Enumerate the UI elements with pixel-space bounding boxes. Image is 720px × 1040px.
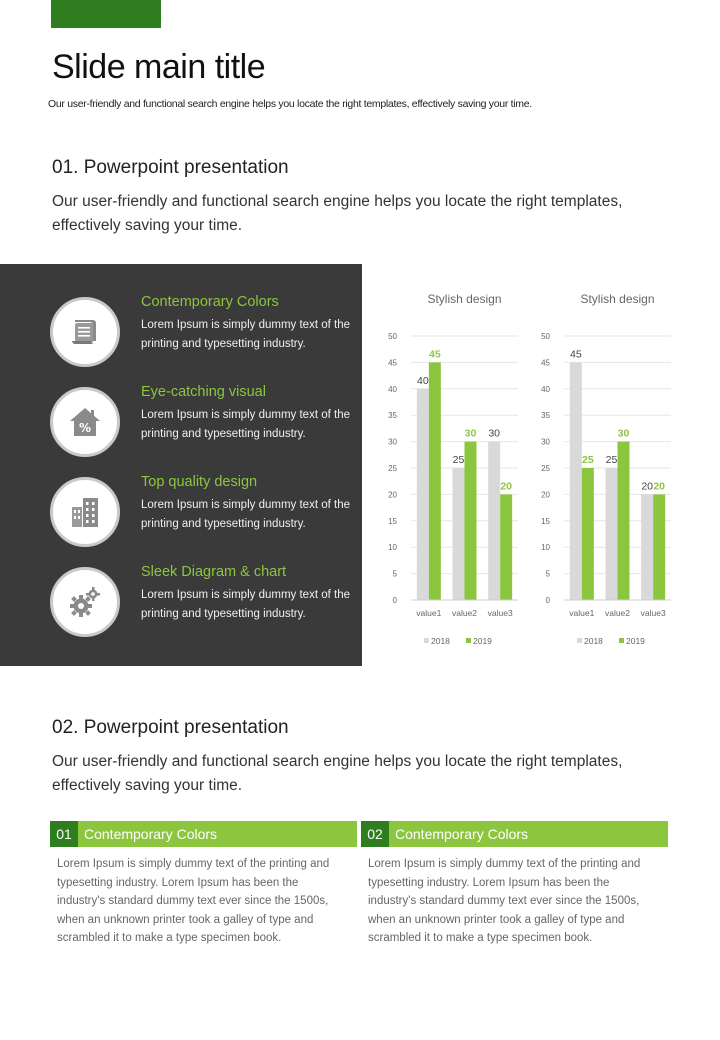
data-label: 20	[641, 480, 654, 493]
y-tick-label: 45	[541, 358, 550, 368]
section2-body: Our user-friendly and functional search engine helps you locate the right templates, effectively saving your time.	[52, 753, 623, 794]
x-tick-label: value2	[451, 608, 478, 618]
x-tick-label: value1	[569, 608, 595, 618]
buildings-icon	[68, 495, 102, 529]
y-tick-label: 50	[541, 332, 550, 341]
feature-text: Lorem Ipsum is simply dummy text of the printing and typesetting industry.	[141, 589, 350, 620]
card-number: 02	[361, 821, 389, 847]
feature-icon-circle	[50, 297, 120, 367]
x-tick-label: value2	[604, 608, 631, 618]
section1-heading: 01. Powerpoint presentation	[52, 157, 289, 178]
y-tick-label: 5	[392, 569, 397, 579]
y-tick-label: 45	[388, 358, 397, 368]
card-text: Lorem Ipsum is simply dummy text of the printing and typesetting industry. Lorem Ipsum has been the industry's standard dummy text ever since the 1500s, when an unknown printer took a galley of type and scrambled it to make a type specimen book.	[57, 858, 330, 944]
y-tick-label: 30	[541, 437, 550, 447]
feature-text: Lorem Ipsum is simply dummy text of the printing and typesetting industry.	[141, 319, 350, 350]
feature-text: Lorem Ipsum is simply dummy text of the printing and typesetting industry.	[141, 499, 350, 530]
feature-item	[0, 564, 362, 647]
legend-swatch	[424, 638, 429, 643]
x-tick-label: value1	[416, 608, 442, 618]
feature-title: Contemporary Colors	[141, 294, 279, 310]
data-label: 45	[569, 348, 582, 361]
section2-heading: 02. Powerpoint presentation	[52, 717, 289, 738]
y-tick-label: 25	[541, 464, 550, 473]
y-tick-label: 5	[545, 569, 550, 579]
card-header	[361, 821, 668, 847]
chart-title: Stylish design	[580, 292, 655, 306]
feature-item	[0, 474, 362, 557]
legend-swatch	[466, 638, 471, 643]
legend-swatch	[619, 638, 624, 643]
card-header	[50, 821, 357, 847]
y-tick-label: 35	[541, 411, 550, 421]
feature-title: Sleek Diagram & chart	[141, 564, 287, 580]
data-label: 40	[416, 374, 429, 387]
y-tick-label: 15	[388, 516, 397, 526]
legend-label: 2018	[431, 636, 450, 646]
feature-title: Top quality design	[141, 474, 258, 490]
bar-2019	[582, 468, 594, 600]
bar-2019	[465, 442, 477, 600]
card-number: 01	[50, 821, 78, 847]
svg-text:%: %	[78, 421, 92, 435]
legend-label: 2018	[584, 636, 603, 646]
data-label: 45	[428, 348, 441, 361]
feature-icon-circle	[50, 567, 120, 637]
y-tick-label: 20	[541, 490, 550, 500]
y-tick-label: 0	[545, 596, 550, 605]
y-tick-label: 15	[541, 516, 550, 526]
legend-label: 2019	[473, 636, 492, 646]
data-label: 30	[464, 427, 477, 440]
feature-icon-circle	[50, 477, 120, 547]
bar-2018	[453, 468, 465, 600]
bar-2019	[653, 494, 665, 600]
y-tick-label: 10	[541, 543, 550, 553]
y-tick-label: 20	[388, 490, 397, 500]
top-accent-bar	[51, 0, 161, 28]
data-label: 20	[500, 480, 513, 493]
y-tick-label: 40	[541, 384, 550, 394]
data-label: 25	[452, 454, 465, 466]
bar-2018	[417, 389, 429, 600]
y-tick-label: 50	[388, 332, 397, 341]
feature-item	[0, 294, 362, 377]
y-tick-label: 40	[388, 384, 397, 394]
data-label: 30	[488, 427, 501, 440]
house-percent-icon	[68, 405, 102, 439]
bar-2018	[570, 362, 582, 600]
y-tick-label: 35	[388, 411, 397, 421]
y-tick-label: 30	[388, 437, 397, 447]
bar-2019	[500, 494, 512, 600]
page-subtitle: Our user-friendly and functional search engine helps you locate the right templates, effectively saving your time.	[48, 98, 532, 110]
bar-2019	[429, 362, 441, 600]
gears-icon	[68, 585, 102, 619]
y-tick-label: 25	[388, 464, 397, 473]
bar-2018	[488, 442, 500, 600]
data-label: 30	[617, 427, 630, 440]
bar-chart-2	[531, 280, 681, 660]
bar-chart-1	[378, 280, 528, 660]
data-label: 20	[653, 480, 666, 493]
y-tick-label: 0	[392, 596, 397, 605]
data-label: 25	[581, 454, 594, 466]
y-tick-label: 10	[388, 543, 397, 553]
card-title: Contemporary Colors	[395, 826, 529, 842]
feature-icon-circle	[50, 387, 120, 457]
chart-title: Stylish design	[427, 292, 502, 306]
page-title: Slide main title	[52, 48, 266, 86]
data-label: 25	[605, 454, 618, 466]
feature-text: Lorem Ipsum is simply dummy text of the printing and typesetting industry.	[141, 409, 350, 440]
feature-item	[0, 384, 362, 467]
x-tick-label: value3	[487, 608, 513, 618]
section1-body: Our user-friendly and functional search engine helps you locate the right templates, effectively saving your time.	[52, 193, 623, 234]
legend-swatch	[577, 638, 582, 643]
card-title: Contemporary Colors	[84, 826, 218, 842]
feature-title: Eye-catching visual	[141, 384, 266, 400]
scroll-document-icon	[68, 315, 102, 349]
bar-2018	[641, 494, 653, 600]
legend-label: 2019	[626, 636, 645, 646]
x-tick-label: value3	[640, 608, 666, 618]
bar-2019	[618, 442, 630, 600]
card-text: Lorem Ipsum is simply dummy text of the printing and typesetting industry. Lorem Ipsum has been the industry's standard dummy text ever since the 1500s, when an unknown printer took a galley of type and scrambled it to make a type specimen book.	[368, 858, 641, 944]
bar-2018	[606, 468, 618, 600]
